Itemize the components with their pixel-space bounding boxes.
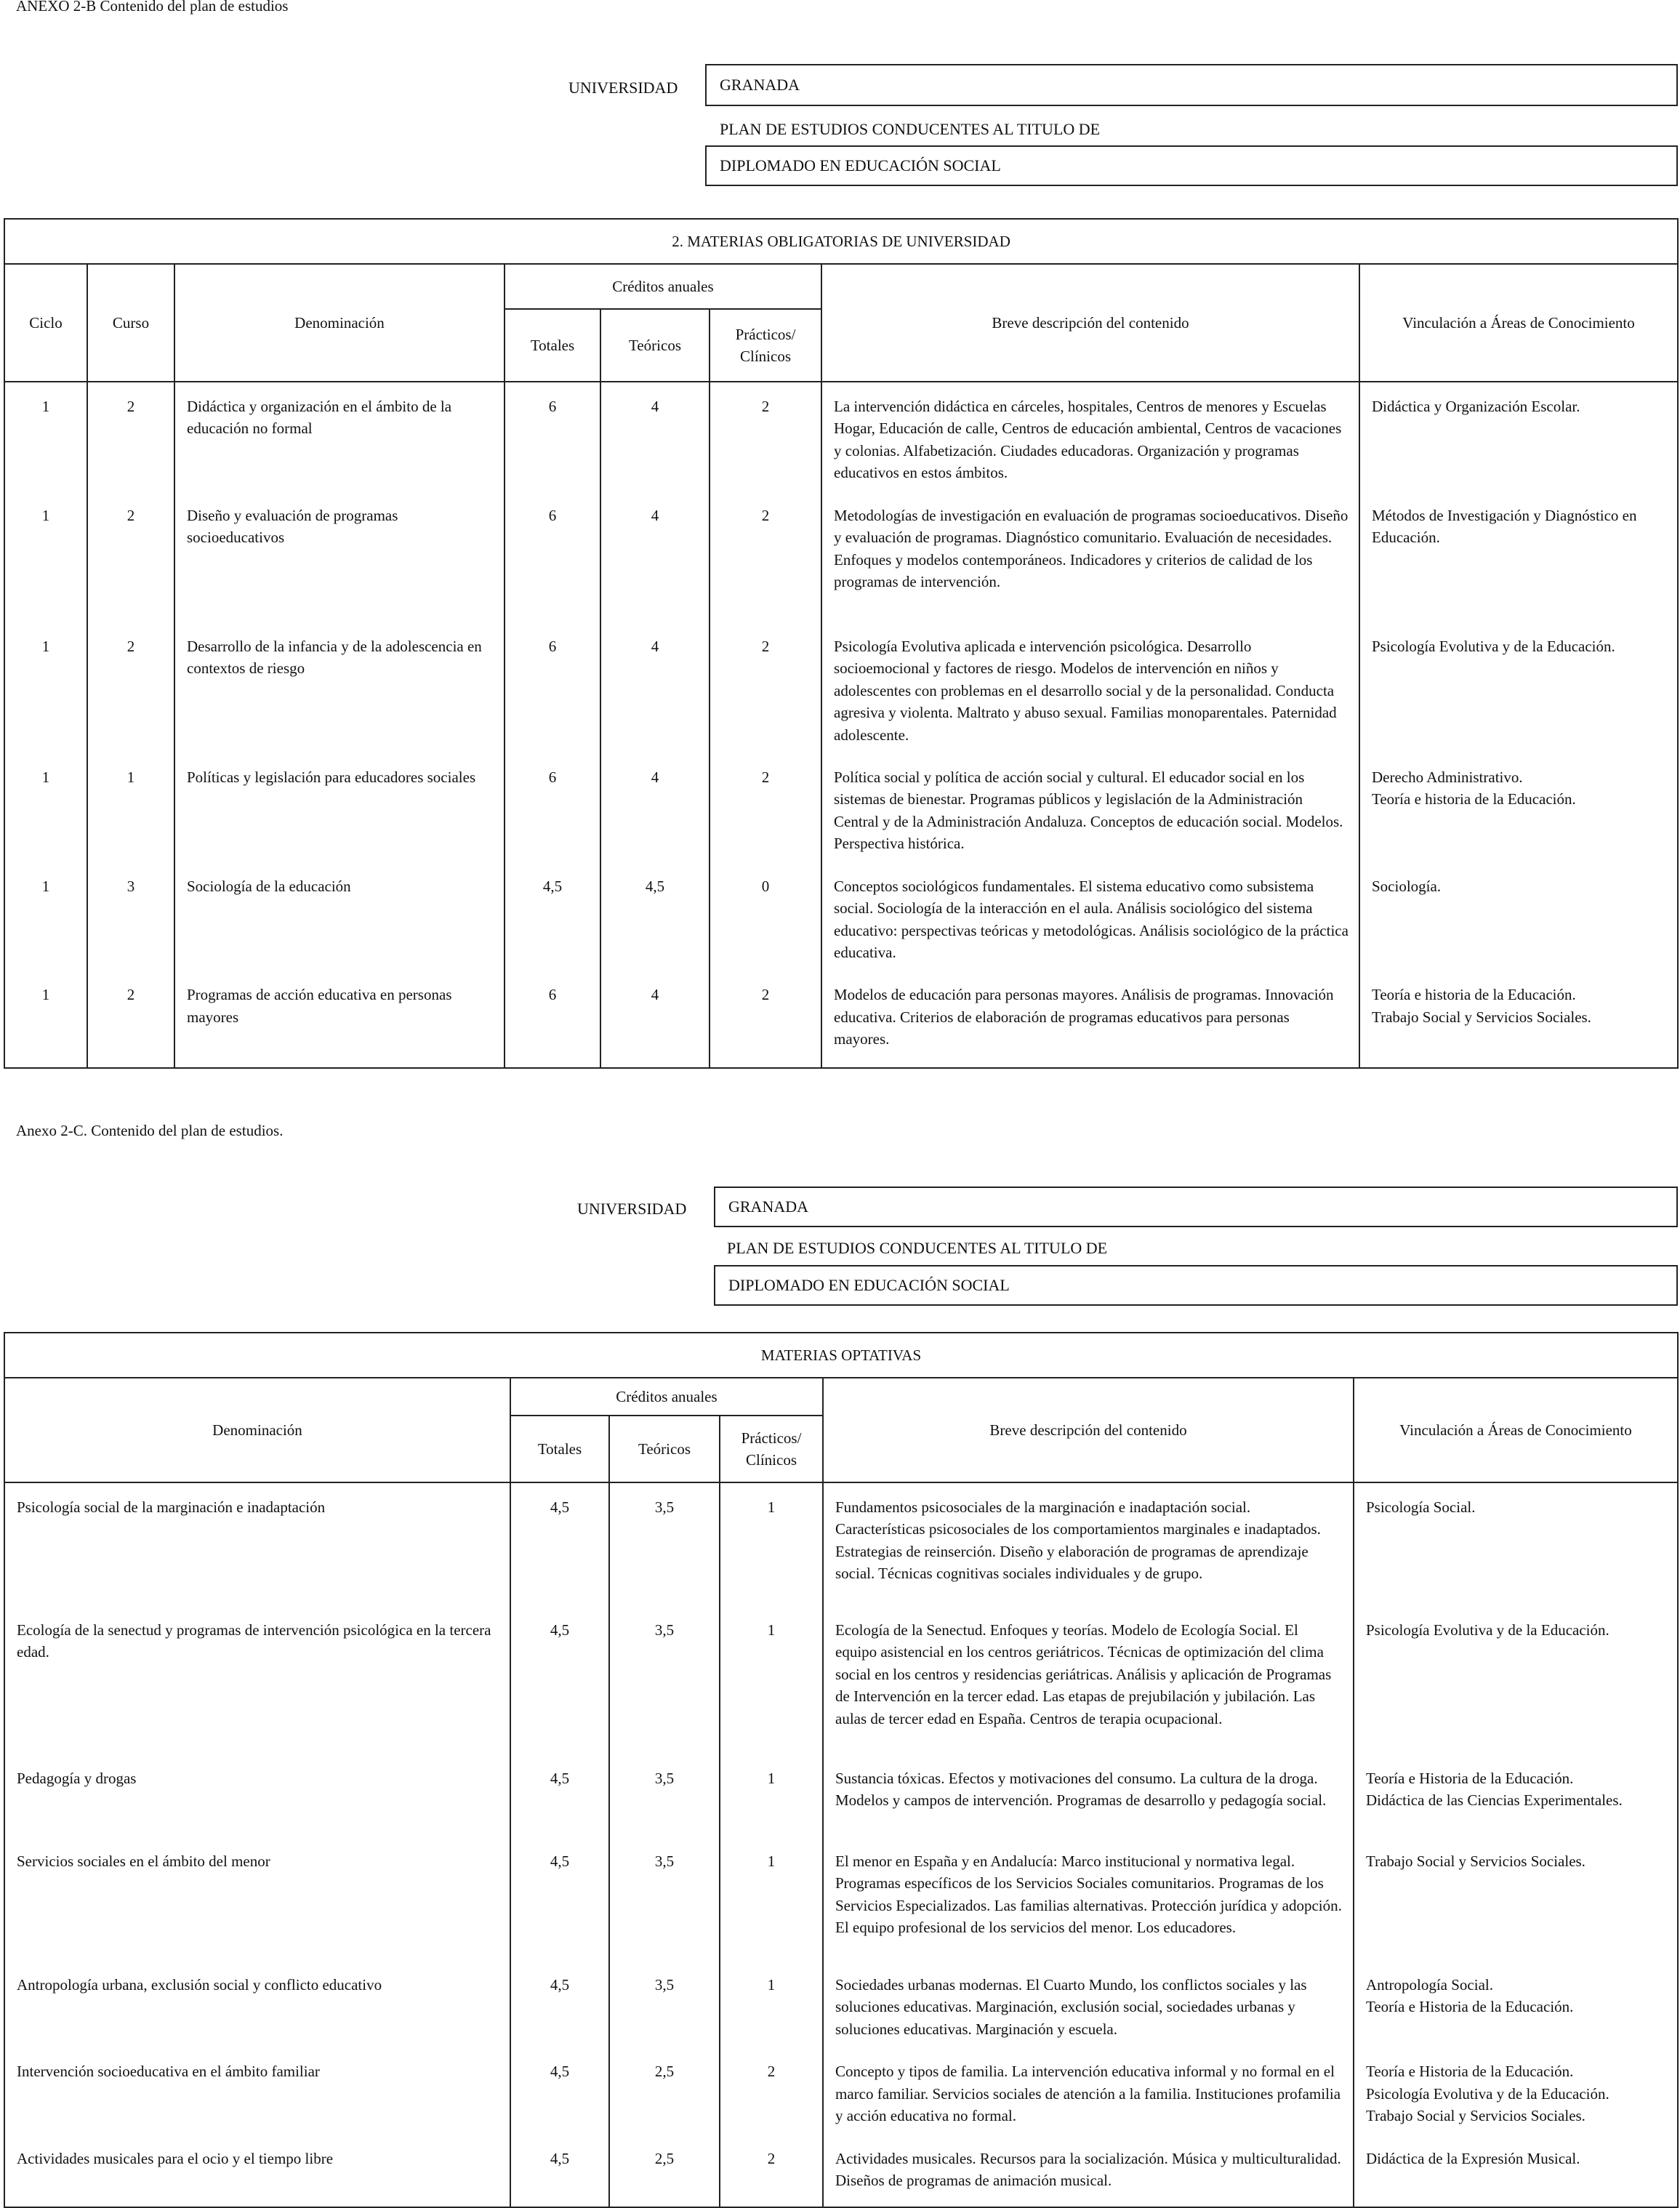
cell-descripcion: Ecología de la Senectud. Enfoques y teorías. Modelo de Ecología Social. El equipo asistencial en los centros geriátricos. Técnicas de optimización del clima social en los centros y residencias geriátricas. Análisis y aplicación de Programas de Intervención en la tercer edad. Las etapas de prejubilación y jubilación. Las aulas de tercer edad en España. Centros de terapia ocupacional.	[823, 1606, 1354, 1754]
cell-descripcion: Sociedades urbanas modernas. El Cuarto Mundo, los conflictos sociales y las soluciones educativas. Marginación, exclusión social, sociedades urbanas y soluciones educativas. Marginación y escuela.	[823, 1961, 1354, 2047]
table-row	[4, 753, 1678, 862]
cell-curso: 1	[87, 753, 174, 862]
table-row	[4, 491, 1678, 622]
cell-vinculacion: Métodos de Investigación y Diagnóstico en Educación.	[1359, 491, 1678, 622]
cell-totales: 6	[505, 491, 600, 622]
header-totales: Totales	[505, 309, 600, 382]
annex-c-titulo-box	[714, 1265, 1678, 1306]
cell-denominacion: Desarrollo de la infancia y de la adolescencia en contextos de riesgo	[174, 622, 505, 753]
table-row	[4, 382, 1678, 491]
cell-teoricos: 4	[600, 753, 710, 862]
cell-curso: 3	[87, 862, 174, 971]
cell-denominacion: Actividades musicales para el ocio y el tiempo libre	[4, 2135, 510, 2207]
cell-ciclo: 1	[4, 382, 87, 491]
cell-totales: 4,5	[510, 2047, 609, 2134]
cell-descripcion: Psicología Evolutiva aplicada e intervención psicológica. Desarrollo socioemocional y factores de riesgo. Modelos de intervención en niños y adolescentes con problemas en el desarrollo social y de la personalidad. Conducta agresiva y violenta. Maltrato y abuso sexual. Familias monoparentales. Paternidad adolescente.	[821, 622, 1359, 753]
cell-ciclo: 1	[4, 491, 87, 622]
annex-b-title: ANEXO 2-B Contenido del plan de estudios	[16, 0, 289, 15]
cell-totales: 6	[505, 622, 600, 753]
cell-totales: 4,5	[510, 1606, 609, 1754]
annex-c-table-title: MATERIAS OPTATIVAS	[4, 1333, 1678, 1378]
header-descripcion: Breve descripción del contenido	[821, 264, 1359, 382]
cell-teoricos: 4	[600, 971, 710, 1068]
annex-c-universidad-label: UNIVERSIDAD	[577, 1200, 687, 1218]
cell-practicos: 2	[720, 2135, 823, 2207]
cell-descripcion: Conceptos sociológicos fundamentales. El sistema educativo como subsistema social. Sociología de la interacción en el aula. Análisis sociológico del sistema educativo: perspectivas teóricas y metodológicas. Análisis sociológico de la práctica educativa.	[821, 862, 1359, 971]
cell-curso: 2	[87, 382, 174, 491]
cell-practicos: 2	[710, 971, 821, 1068]
cell-vinculacion: Teoría e Historia de la Educación. Psicología Evolutiva y de la Educación. Trabajo Social y Servicios Sociales.	[1354, 2047, 1678, 2134]
annex-b-table-title: 2. MATERIAS OBLIGATORIAS DE UNIVERSIDAD	[4, 219, 1678, 264]
cell-totales: 6	[505, 753, 600, 862]
cell-vinculacion: Teoría e historia de la Educación. Trabajo Social y Servicios Sociales.	[1359, 971, 1678, 1068]
cell-vinculacion: Didáctica y Organización Escolar.	[1359, 382, 1678, 491]
header-vinculacion: Vinculación a Áreas de Conocimiento	[1354, 1378, 1678, 1482]
annex-c-table	[4, 1332, 1679, 2208]
cell-denominacion: Diseño y evaluación de programas socioeducativos	[174, 491, 505, 622]
cell-practicos: 2	[710, 491, 821, 622]
table-row	[4, 622, 1678, 753]
cell-vinculacion: Trabajo Social y Servicios Sociales.	[1354, 1837, 1678, 1961]
cell-denominacion: Sociología de la educación	[174, 862, 505, 971]
cell-practicos: 2	[710, 753, 821, 862]
cell-vinculacion: Sociología.	[1359, 862, 1678, 971]
header-teoricos: Teóricos	[609, 1416, 720, 1482]
cell-vinculacion: Antropología Social. Teoría e Historia de la Educación.	[1354, 1961, 1678, 2047]
cell-curso: 2	[87, 622, 174, 753]
table-row	[4, 1754, 1678, 1837]
annex-b-table	[4, 218, 1679, 1069]
cell-teoricos: 4	[600, 382, 710, 491]
cell-teoricos: 3,5	[609, 1606, 720, 1754]
cell-practicos: 1	[720, 1754, 823, 1837]
cell-denominacion: Didáctica y organización en el ámbito de la educación no formal	[174, 382, 505, 491]
cell-denominacion: Psicología social de la marginación e inadaptación	[4, 1482, 510, 1606]
cell-totales: 4,5	[510, 1754, 609, 1837]
header-vinculacion: Vinculación a Áreas de Conocimiento	[1359, 264, 1678, 382]
header-ciclo: Ciclo	[4, 264, 87, 382]
cell-teoricos: 2,5	[609, 2047, 720, 2134]
cell-descripcion: Metodologías de investigación en evaluación de programas socioeducativos. Diseño y evaluación de programas. Diagnóstico comunitario. Evaluación de necesidades. Enfoques y modelos contemporáneos. Indicadores y criterios de calidad de los programas de intervención.	[821, 491, 1359, 622]
cell-teoricos: 3,5	[609, 1482, 720, 1606]
cell-teoricos: 2,5	[609, 2135, 720, 2207]
cell-ciclo: 1	[4, 971, 87, 1068]
cell-practicos: 1	[720, 1961, 823, 2047]
cell-teoricos: 4	[600, 622, 710, 753]
cell-teoricos: 3,5	[609, 1961, 720, 2047]
annex-c-plan-label: PLAN DE ESTUDIOS CONDUCENTES AL TITULO DE	[727, 1239, 1108, 1257]
table-row	[4, 1961, 1678, 2047]
cell-totales: 4,5	[505, 862, 600, 971]
header-descripcion: Breve descripción del contenido	[823, 1378, 1354, 1482]
cell-curso: 2	[87, 491, 174, 622]
header-practicos: Prácticos/ Clínicos	[720, 1416, 823, 1482]
cell-vinculacion: Derecho Administrativo. Teoría e historia de la Educación.	[1359, 753, 1678, 862]
cell-totales: 4,5	[510, 2135, 609, 2207]
cell-teoricos: 3,5	[609, 1754, 720, 1837]
cell-denominacion: Intervención socioeducativa en el ámbito familiar	[4, 2047, 510, 2134]
table-row	[4, 2135, 1678, 2207]
table-row	[4, 971, 1678, 1068]
cell-teoricos: 4	[600, 491, 710, 622]
table-row	[4, 2047, 1678, 2134]
cell-totales: 6	[505, 382, 600, 491]
annex-b-plan-label: PLAN DE ESTUDIOS CONDUCENTES AL TITULO DE	[720, 120, 1101, 138]
cell-practicos: 1	[720, 1606, 823, 1754]
header-denominacion: Denominación	[174, 264, 505, 382]
cell-teoricos: 3,5	[609, 1837, 720, 1961]
cell-descripcion: Política social y política de acción social y cultural. El educador social en los sistemas de bienestar. Programas públicos y legislación de la Administración Central y de la Administración Andaluza. Conceptos de educación social. Modelos. Perspectiva histórica.	[821, 753, 1359, 862]
header-practicos: Prácticos/ Clínicos	[710, 309, 821, 382]
table-row	[4, 1482, 1678, 1606]
cell-vinculacion: Psicología Evolutiva y de la Educación.	[1359, 622, 1678, 753]
header-teoricos: Teóricos	[600, 309, 710, 382]
cell-descripcion: Fundamentos psicosociales de la marginación e inadaptación social. Características psicosociales de los comportamientos marginales e inadaptados. Estrategias de reinserción. Diseño y elaboración de programas de aprendizaje social. Técnicas cognitivas sociales individuales y de grupo.	[823, 1482, 1354, 1606]
cell-vinculacion: Psicología Social.	[1354, 1482, 1678, 1606]
cell-vinculacion: Teoría e Historia de la Educación. Didáctica de las Ciencias Experimentales.	[1354, 1754, 1678, 1837]
cell-denominacion: Políticas y legislación para educadores sociales	[174, 753, 505, 862]
cell-ciclo: 1	[4, 862, 87, 971]
annex-b-titulo-value: DIPLOMADO EN EDUCACIÓN SOCIAL	[720, 156, 1001, 174]
header-creditos: Créditos anuales	[510, 1378, 823, 1416]
annex-b-universidad-value: GRANADA	[720, 76, 800, 94]
annex-c-titulo-value: DIPLOMADO EN EDUCACIÓN SOCIAL	[728, 1276, 1010, 1294]
table-row	[4, 862, 1678, 971]
table-row	[4, 1606, 1678, 1754]
cell-totales: 6	[505, 971, 600, 1068]
cell-descripcion: Actividades musicales. Recursos para la socialización. Música y multiculturalidad. Diseños de programas de animación musical.	[823, 2135, 1354, 2207]
header-creditos: Créditos anuales	[505, 264, 821, 309]
cell-descripcion: El menor en España y en Andalucía: Marco institucional y normativa legal. Programas específicos de los Servicios Sociales comunitarios. Programas de los Servicios Especializados. Las familias alternativas. Protección jurídica y adopción. El equipo profesional de los servicios del menor. Los educadores.	[823, 1837, 1354, 1961]
cell-denominacion: Pedagogía y drogas	[4, 1754, 510, 1837]
cell-denominacion: Programas de acción educativa en personas mayores	[174, 971, 505, 1068]
cell-totales: 4,5	[510, 1837, 609, 1961]
header-totales: Totales	[510, 1416, 609, 1482]
annex-c-universidad-value: GRANADA	[728, 1197, 808, 1216]
cell-curso: 2	[87, 971, 174, 1068]
cell-denominacion: Antropología urbana, exclusión social y conflicto educativo	[4, 1961, 510, 2047]
cell-practicos: 2	[710, 622, 821, 753]
cell-denominacion: Ecología de la senectud y programas de intervención psicológica en la tercera edad.	[4, 1606, 510, 1754]
cell-ciclo: 1	[4, 622, 87, 753]
annex-b-universidad-label: UNIVERSIDAD	[568, 79, 678, 97]
cell-practicos: 1	[720, 1837, 823, 1961]
cell-practicos: 2	[720, 2047, 823, 2134]
cell-descripcion: La intervención didáctica en cárceles, hospitales, Centros de menores y Escuelas Hogar, Educación de calle, Centros de educación ambiental, Centros de vacaciones y colonias. Alfabetización. Ciudades educadoras. Organización y programas educativos en estos ámbitos.	[821, 382, 1359, 491]
cell-vinculacion: Didáctica de la Expresión Musical.	[1354, 2135, 1678, 2207]
cell-descripcion: Concepto y tipos de familia. La intervención educativa informal y no formal en el marco familiar. Servicios sociales de atención a la familia. Instituciones profamilia y acción educativa no formal.	[823, 2047, 1354, 2134]
header-curso: Curso	[87, 264, 174, 382]
cell-vinculacion: Psicología Evolutiva y de la Educación.	[1354, 1606, 1678, 1754]
cell-totales: 4,5	[510, 1961, 609, 2047]
cell-descripcion: Modelos de educación para personas mayores. Análisis de programas. Innovación educativa. Criterios de elaboración de programas educativos para personas mayores.	[821, 971, 1359, 1068]
annex-c-title: Anexo 2-C. Contenido del plan de estudios.	[16, 1122, 284, 1139]
cell-descripcion: Sustancia tóxicas. Efectos y motivaciones del consumo. La cultura de la droga. Modelos y campos de intervención. Programas de desarrollo y pedagogía social.	[823, 1754, 1354, 1837]
annex-c-universidad-box	[714, 1187, 1678, 1227]
cell-denominacion: Servicios sociales en el ámbito del menor	[4, 1837, 510, 1961]
cell-teoricos: 4,5	[600, 862, 710, 971]
cell-practicos: 1	[720, 1482, 823, 1606]
cell-practicos: 0	[710, 862, 821, 971]
header-denominacion: Denominación	[4, 1378, 510, 1482]
annex-b-titulo-box	[705, 145, 1678, 186]
table-row	[4, 1837, 1678, 1961]
annex-b-universidad-box	[705, 64, 1678, 106]
cell-totales: 4,5	[510, 1482, 609, 1606]
cell-ciclo: 1	[4, 753, 87, 862]
cell-practicos: 2	[710, 382, 821, 491]
